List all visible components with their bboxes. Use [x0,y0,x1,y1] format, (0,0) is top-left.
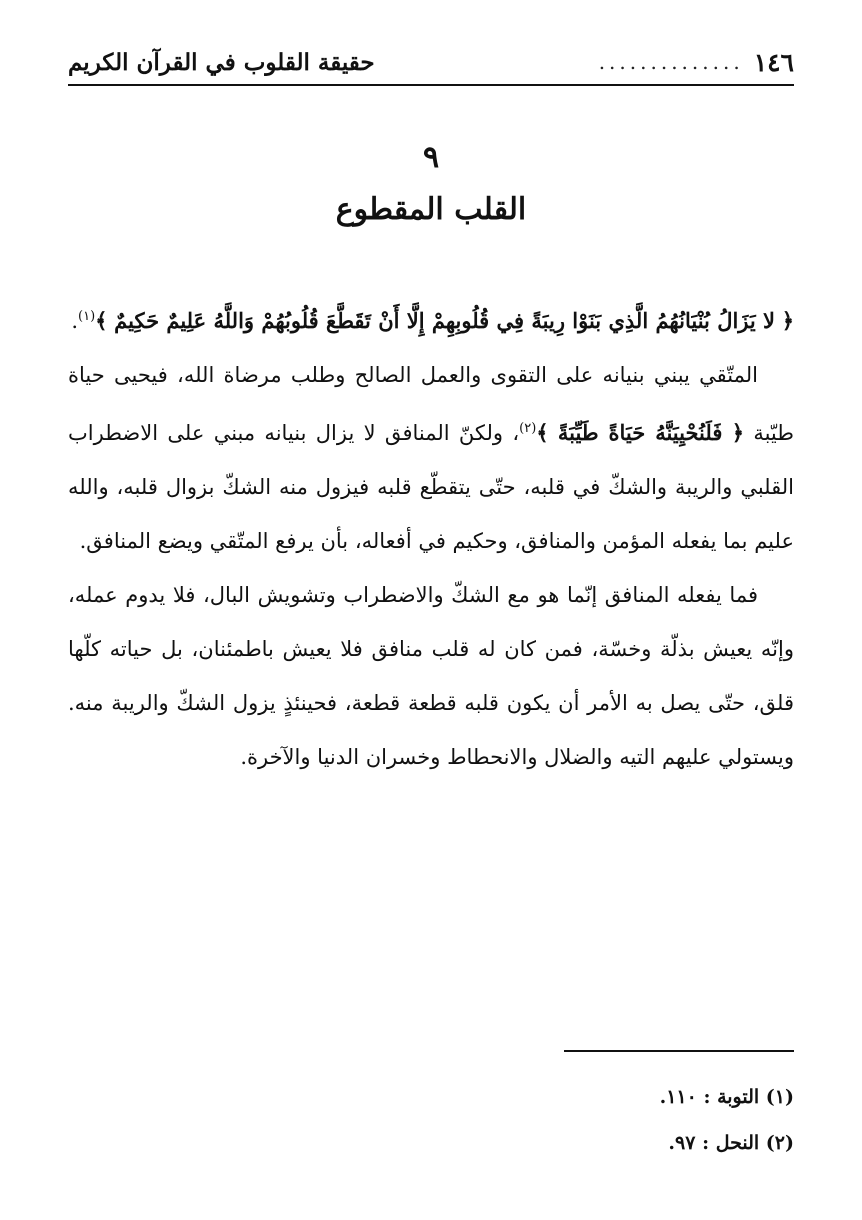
footnote-2: (٢) النحل : ٩٧. [668,1132,794,1154]
footnotes [68,1074,794,1166]
paragraph-2: فما يفعله المنافق إنّما هو مع الشكّ والاضطراب وتشويش البال، فلا يدوم عمله، وإنّه يعيش بذلّة وخسّة، فمن كان له قلب منافق فلا يعيش باطمئنان، بل حياته كلّها قلق، حتّى يصل به الأمر أن يكون قلبه قطعة قطعة، فحينئذٍ يزول الشكّ والريبة منه. ويستولي عليهم التيه والضلال والانحطاط وخسران الدنيا والآخرة. [68,583,794,769]
paragraph-1-end: ، ولكنّ المنافق لا يزال بنيانه مبني على الاضطراب القلبي والريبة والشكّ في قلبه، حتّى يتقطّع قلبه فيزول منه الشكّ بزوال قلبه، والله عليم بما يفعله المؤمن والمنافق، وحكيم في أفعاله، بأن يرفع المتّقي ويضع المنافق. [68,421,794,553]
footnote-separator [564,1050,794,1052]
verse-text: لا يَزَالُ بُنْيَانُهُمُ الَّذِي بَنَوْا رِيبَةً فِي قُلُوبِهِمْ إِلَّا أَنْ تَقَطَّعَ قُلُوبُهُمْ وَاللَّهُ عَلِيمٌ حَكِيمٌ [114,308,775,333]
footnote-ref-1: (١) [78,309,96,324]
header-leader-dots: .............. [598,50,744,74]
book-title: حقيقة القلوب في القرآن الكريم [68,48,375,76]
verse-close-bracket: ﴾ [95,308,108,333]
running-header [68,40,794,86]
verse-open-bracket: ﴿ [781,308,794,333]
body-text [68,290,794,784]
chapter-number: ٩ [422,140,440,175]
inline-verse-open-bracket: ﴿ [731,420,744,445]
paragraph-1-start: المتّقي يبني بنيانه على التقوى والعمل الصالح وطلب مرضاة الله، فيحيى حياة طيّبة [68,363,794,445]
verse-end: . [71,309,79,333]
page-number: ١٤٦ [753,47,794,77]
inline-verse-text: فَلَنُحْيِيَنَّهُ حَيَاةً طَيِّبَةً [557,420,723,445]
footnote-1: (١) التوبة : ١١٠. [659,1086,794,1108]
chapter-title: القلب المقطوع [335,192,527,227]
footnote-ref-2: (٢) [519,421,537,436]
inline-verse-close-bracket: ﴾ [536,420,549,445]
paragraph-1 [68,348,794,568]
opening-verse [68,290,794,348]
